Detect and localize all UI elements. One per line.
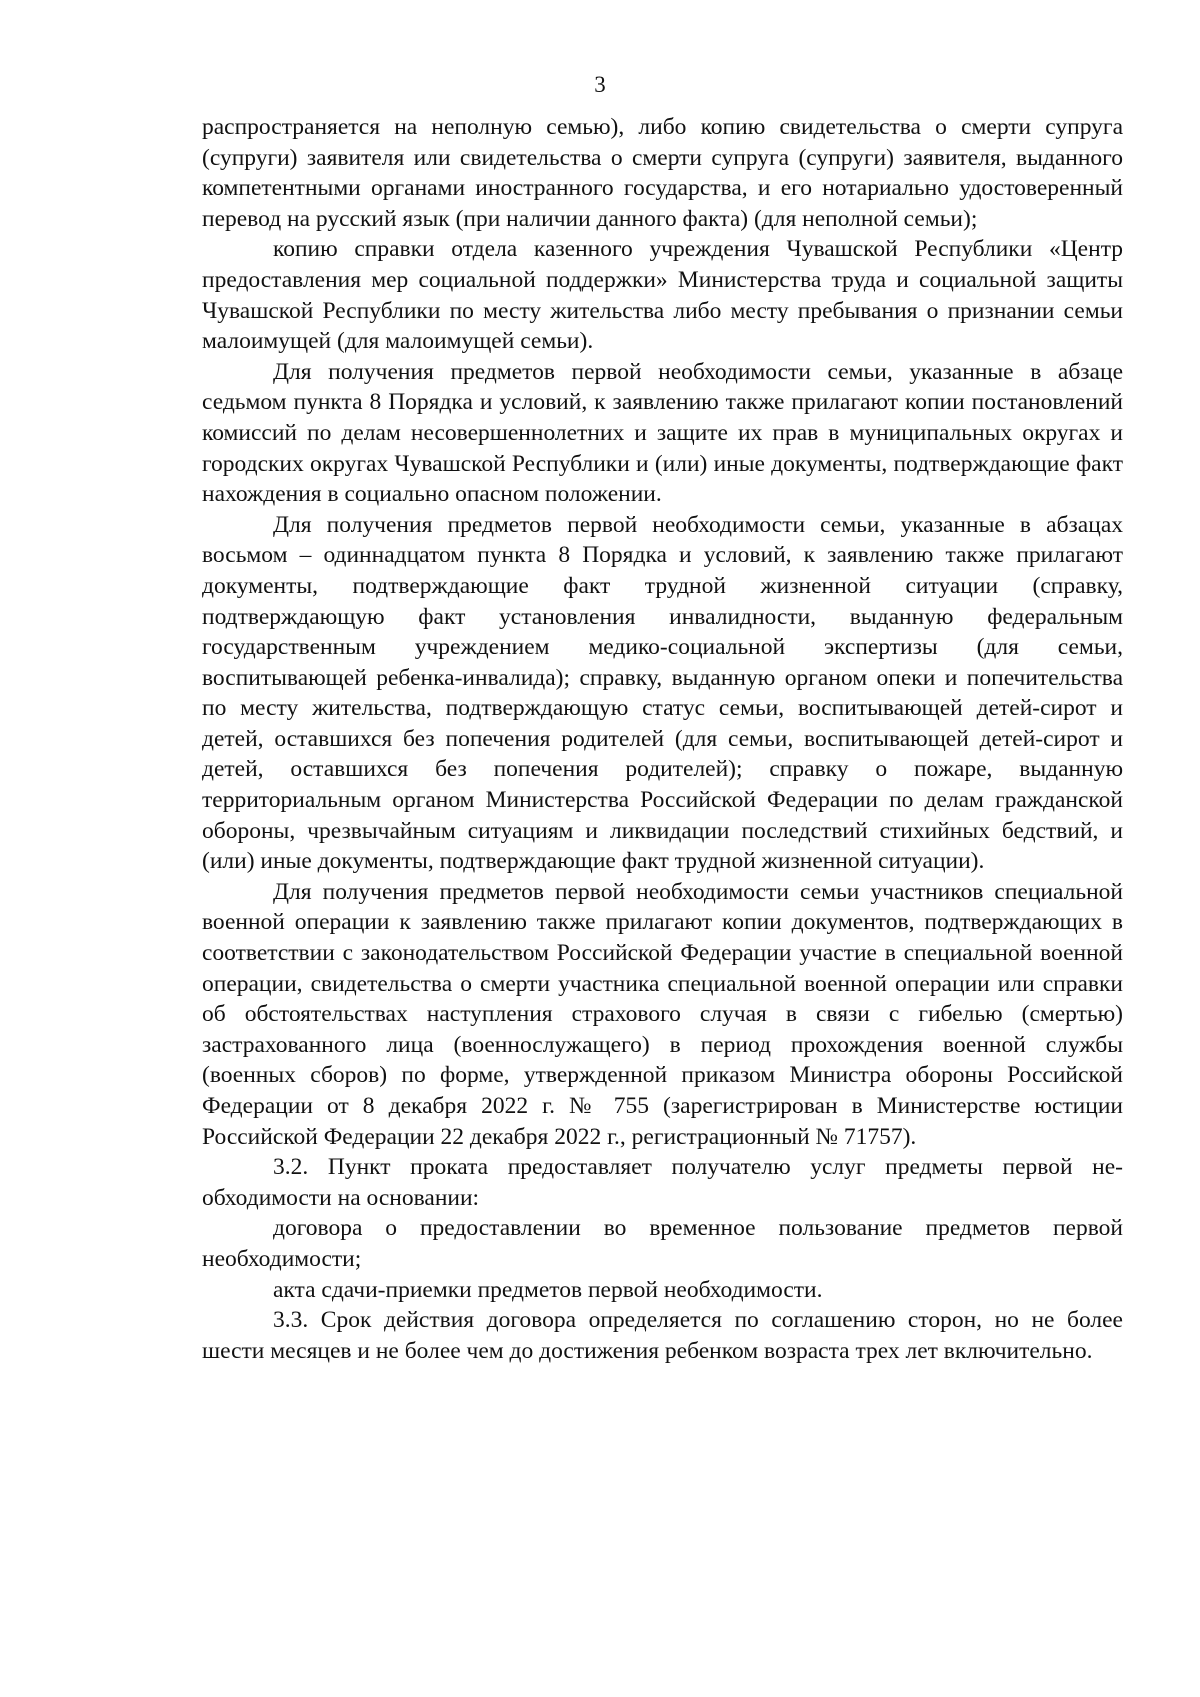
paragraph: Для получения предметов первой необходимости семьи, указанные в абзацах восьмом – одиннадцатом пункта 8 Порядка и условий, к заявлению также прилагают документы, подтверждающие факт трудной жизненной ситуации (справку, подтверждающую факт установления инвалидности, выданную федеральным государственным учреждением медико-социальной экспертизы (для семьи, воспитывающей ребенка-инвалида); справку, выданную органом опеки и попечительства по месту жительства, подтверждающую статус семьи, воспитывающей детей-сирот и детей, оставшихся без попечения родителей (для семьи, воспитывающей детей-сирот и детей, оставшихся без попечения родителей); справку о пожаре, выданную территориальным органом Министерства Российской Федерации по делам гражданской обороны, чрезвычайным ситуациям и ликвидации последствий стихийных бедствий, и (или) иные документы, подтверждающие факт трудной жизненной ситуации).: [202, 511, 1123, 875]
paragraph: договора о предоставлении во временное пользование предметов первой необходимости;: [202, 1215, 1123, 1272]
paragraph: акта сдачи-приемки предметов первой необходимости.: [273, 1276, 823, 1303]
document-body: [202, 112, 1123, 1366]
paragraph: распространяется на неполную семью), либо копию свидетельства о смерти супруга (супруги) заявителя или свидетельства о смерти супруга (супруги) заявителя, выданного компетентными органами иностранного государства, и его нотариально удостоверенный перевод на русский язык (при наличии данного факта) (для неполной семьи);: [202, 114, 1123, 232]
paragraph: 3.3. Срок действия договора определяется по соглашению сторон, но не более шести месяцев и не более чем до достижения ребенком возраста трех лет включительно.: [202, 1307, 1123, 1364]
page-number: 3: [594, 72, 606, 97]
paragraph: Для получения предметов первой необходимости семьи, указанные в абзаце седьмом пункта 8 Порядка и условий, к заявлению также прилагают копии постановлений комиссий по делам несовершеннолетних и защите их прав в муниципальных округах и городских округах Чувашской Республики и (или) иные документы, подтверждающие факт нахождения в социально опасном положении.: [202, 358, 1123, 508]
paragraph: 3.2. Пункт проката предоставляет получателю услуг предметы первой необходимости на основании:: [202, 1154, 1123, 1211]
paragraph: Для получения предметов первой необходимости семьи участников специальной военной операции к заявлению также прилагают копии документов, подтверждающих в соответствии с законодательством Российской Федерации участие в специальной военной операции, свидетельства о смерти участника специальной военной операции или справки об обстоятельствах наступления страхового случая в связи с гибелью (смертью) застрахованного лица (военнослужащего) в период прохождения военной службы (военных сборов) по форме, утвержденной приказом Министра обороны Российской Федерации от 8 декабря 2022 г. № 755 (зарегистрирован в Министерстве юстиции Российской Федерации 22 декабря 2022 г., регистрационный № 71757).: [202, 878, 1123, 1150]
paragraph: копию справки отдела казенного учреждения Чувашской Республики «Центр предоставления мер социальной поддержки» Министерства труда и социальной защиты Чувашской Республики по месту жительства либо месту пребывания о признании семьи малоимущей (для малоимущей семьи).: [202, 236, 1123, 355]
